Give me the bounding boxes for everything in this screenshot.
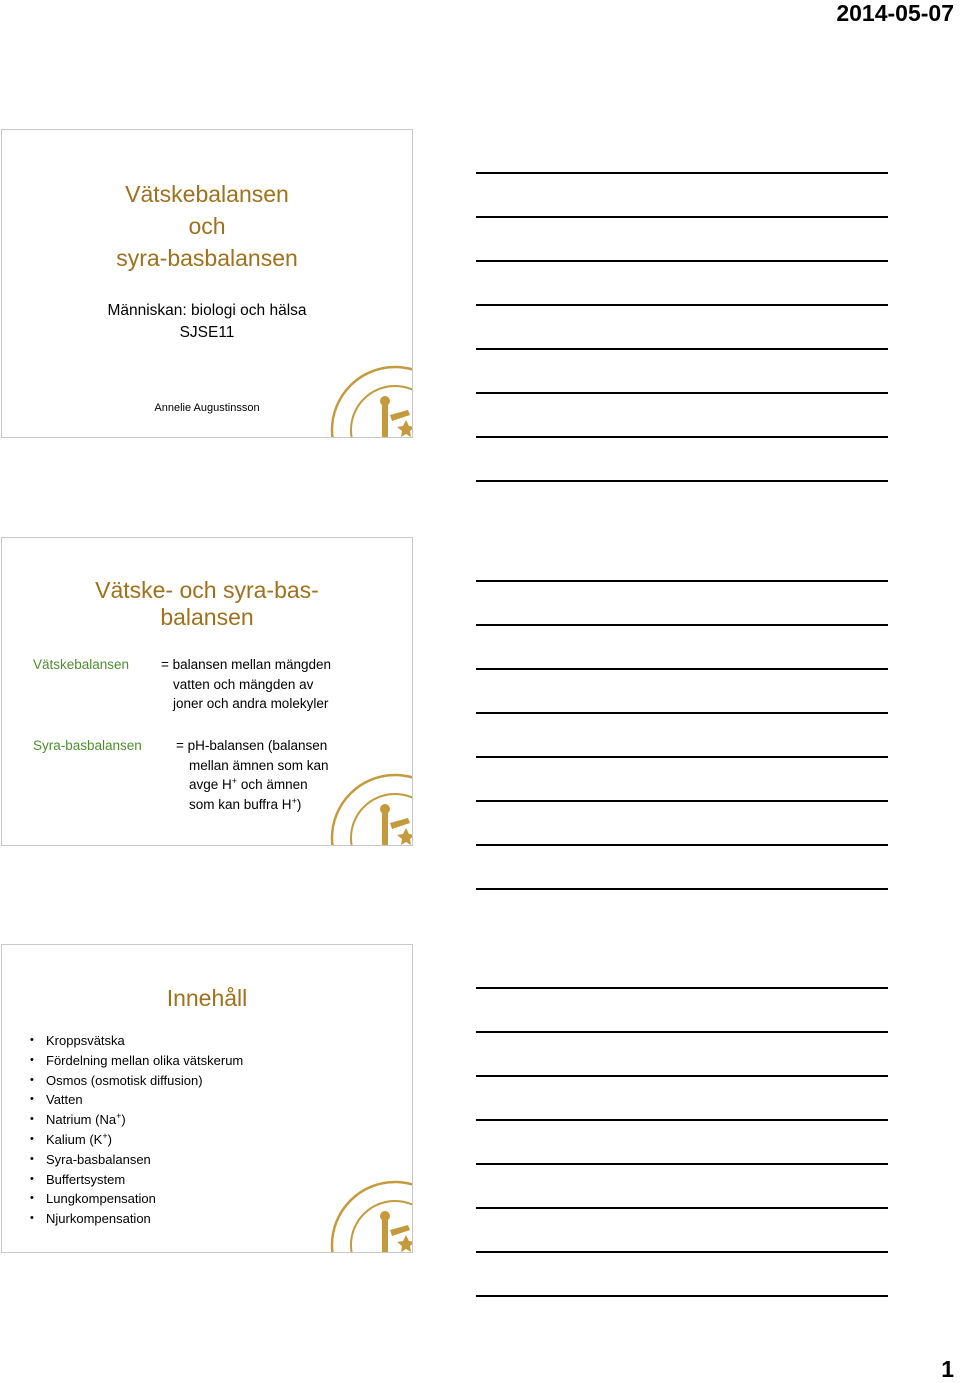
note-line <box>476 800 888 802</box>
list-item: • Vatten <box>30 1090 243 1110</box>
title-line: Vätske- och syra-bas- <box>95 577 319 603</box>
note-line <box>476 712 888 714</box>
note-line <box>476 668 888 670</box>
note-line <box>476 987 888 989</box>
university-seal-logo <box>330 773 459 902</box>
list-item: • Buffertsystem <box>30 1170 243 1190</box>
definition-text: mellan ämnen som kan <box>189 757 329 773</box>
superscript-plus: + <box>116 1111 122 1122</box>
note-line <box>476 888 888 890</box>
author-name: Annelie Augustinsson <box>154 402 260 414</box>
note-line <box>476 1119 888 1121</box>
note-line <box>476 1295 888 1297</box>
contents-list <box>30 1031 243 1229</box>
title-line: balansen <box>160 604 254 630</box>
slide-1-title <box>2 178 412 274</box>
page-number: 1 <box>941 1356 954 1382</box>
title-line: syra-basbalansen <box>116 245 298 271</box>
definition-text: joner och andra molekyler <box>173 696 329 711</box>
svg-text:CAROLINÆ · SIGILL: CAROLINÆ · SIGILL <box>348 795 459 902</box>
title-line: och <box>188 213 226 239</box>
note-line <box>476 172 888 174</box>
course-code: SJSE11 <box>179 324 235 341</box>
note-line <box>476 1251 888 1253</box>
list-item <box>30 1130 243 1150</box>
superscript-plus: + <box>231 776 238 786</box>
text-fragment: ) <box>296 796 302 812</box>
course-name: Människan: biologi och hälsa <box>107 302 307 319</box>
note-line <box>476 1207 888 1209</box>
superscript-plus: + <box>102 1130 108 1141</box>
seal-graphic <box>330 365 459 494</box>
note-line <box>476 756 888 758</box>
slide-3 <box>1 944 459 1309</box>
text-fragment: ) <box>107 1131 112 1147</box>
list-item: • Kroppsvätska <box>30 1031 243 1051</box>
note-line <box>476 348 888 350</box>
definition-term: Syra-basbalansen <box>33 738 142 753</box>
header-date: 2014-05-07 <box>836 0 954 26</box>
note-line <box>476 1163 888 1165</box>
definition-text: = balansen mellan mängden <box>161 657 331 672</box>
definition-vatskebalansen <box>33 655 403 715</box>
text-fragment: avge H <box>189 777 232 792</box>
list-item: • Fördelning mellan olika vätskerum <box>30 1051 243 1071</box>
seal-graphic <box>330 773 459 902</box>
list-item <box>30 1110 243 1130</box>
university-seal-logo <box>330 1180 459 1309</box>
note-line <box>476 1075 888 1077</box>
note-line <box>476 580 888 582</box>
slide-1 <box>1 129 459 494</box>
list-item: • Osmos (osmotisk diffusion) <box>30 1071 243 1091</box>
superscript-plus: + <box>291 795 297 806</box>
note-line <box>476 260 888 262</box>
definition-text <box>189 775 308 795</box>
note-line <box>476 216 888 218</box>
note-line <box>476 392 888 394</box>
note-line <box>476 436 888 438</box>
list-item: • Njurkompensation <box>30 1209 243 1229</box>
text-fragment: och ämnen <box>240 777 308 792</box>
definition-term: Vätskebalansen <box>33 657 130 672</box>
svg-text:CAROLINÆ · SIGILL: CAROLINÆ · SIGILL <box>348 1202 459 1309</box>
text-fragment: som kan buffra H <box>189 796 292 812</box>
list-item: • Lungkompensation <box>30 1189 243 1209</box>
definition-text: vatten och mängden av <box>173 676 314 692</box>
university-seal-logo <box>330 365 459 494</box>
svg-text:CAROLINÆ · SIGILL: CAROLINÆ · SIGILL <box>348 387 459 494</box>
definition-text <box>189 795 301 815</box>
definition-text: = pH-balansen (balansen <box>176 738 328 753</box>
seal-graphic <box>330 1180 459 1309</box>
note-line <box>476 304 888 306</box>
note-line <box>476 480 888 482</box>
slide-2-title <box>2 577 412 631</box>
text-fragment: Kalium (K <box>46 1131 103 1147</box>
slide-2 <box>1 537 459 902</box>
title-line: Vätskebalansen <box>125 181 289 207</box>
text-fragment: Natrium (Na <box>46 1112 117 1128</box>
list-item: • Syra-basbalansen <box>30 1150 243 1170</box>
note-line <box>476 844 888 846</box>
note-line <box>476 624 888 626</box>
slide-1-subtitle <box>2 300 412 344</box>
note-line <box>476 1031 888 1033</box>
slide-3-title: Innehåll <box>166 985 248 1011</box>
text-fragment: ) <box>121 1112 126 1128</box>
